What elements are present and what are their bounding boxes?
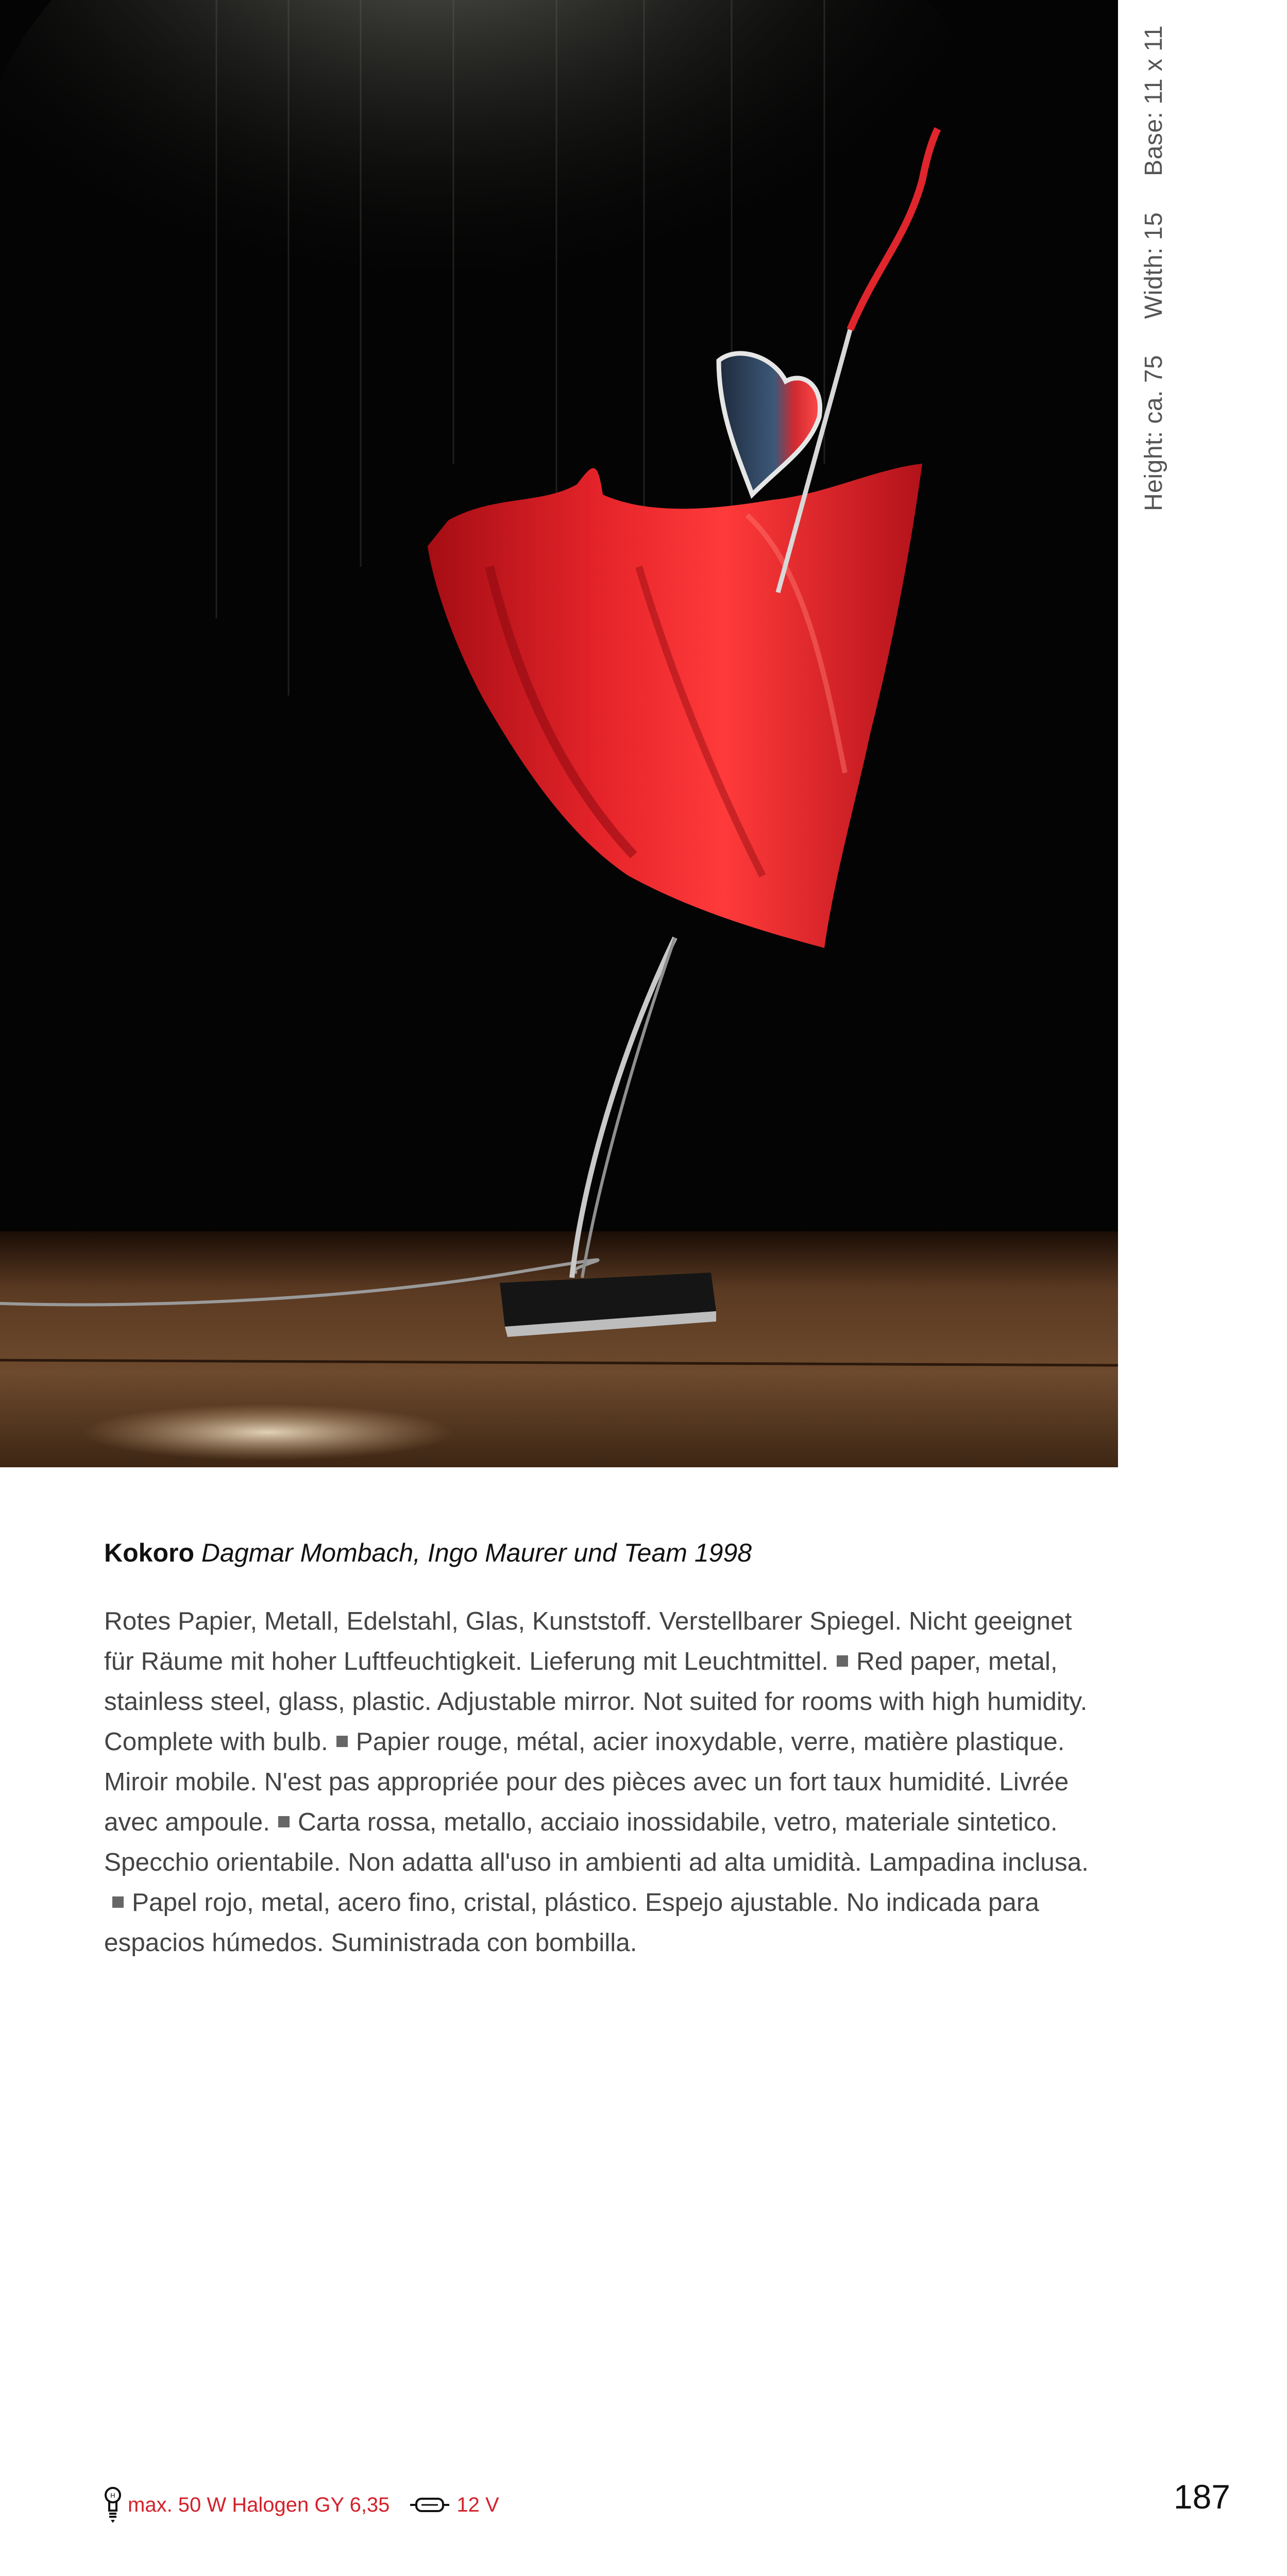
bulb-spec: max. 50 W Halogen GY 6,35 [128,2493,390,2516]
base-dimension: Base: 11 x 11 [1140,25,1168,176]
width-dimension: Width: 15 [1140,212,1168,319]
description-es: Papel rojo, metal, acero fino, cristal, plástico. Espejo ajustable. No indicada para espacios húmedos. Suministrada con bombilla. [104,1888,1039,1957]
description-fr: Papier rouge, métal, acier inoxydable, verre, matière plastique. Miroir mobile. N'est pas appropriée pour des pièces avec un fort taux humidité. Livrée avec ampoule. [104,1727,1069,1836]
separator-square-icon [837,1655,848,1667]
product-name: Kokoro [104,1538,194,1567]
product-description [104,1601,1093,1963]
separator-square-icon [112,1896,124,1908]
dimensions-label [1113,25,1195,511]
description-it: Carta rossa, metallo, acciaio inossidabile, vetro, materiale sintetico. Specchio orientabile. Non adatta all'uso in ambienti ad alta umidità. Lampadina inclusa. [104,1808,1089,1876]
halogen-bulb-icon [104,2486,122,2524]
product-heading [104,1538,752,1568]
description-de: Rotes Papier, Metall, Edelstahl, Glas, Kunststoff. Verstellbarer Spiegel. Nicht geeignet für Räume mit hoher Luftfeuchtigkeit. Lieferung mit Leuchtmittel. [104,1607,1072,1675]
svg-text:H: H [110,2492,115,2499]
voltage-spec: 12 V [456,2493,499,2516]
separator-square-icon [336,1736,348,1747]
page-number: 187 [1173,2478,1230,2516]
height-dimension: Height: ca. 75 [1140,354,1168,511]
description-en: Red paper, metal, stainless steel, glass, plastic. Adjustable mirror. Not suited for rooms with high humidity. Complete with bulb. [104,1647,1088,1756]
technical-specs [104,2484,499,2526]
transformer-icon [409,2495,450,2515]
product-designer: Dagmar Mombach, Ingo Maurer und Team 1998 [201,1538,752,1567]
separator-square-icon [278,1816,290,1827]
product-photo [0,0,1118,1467]
